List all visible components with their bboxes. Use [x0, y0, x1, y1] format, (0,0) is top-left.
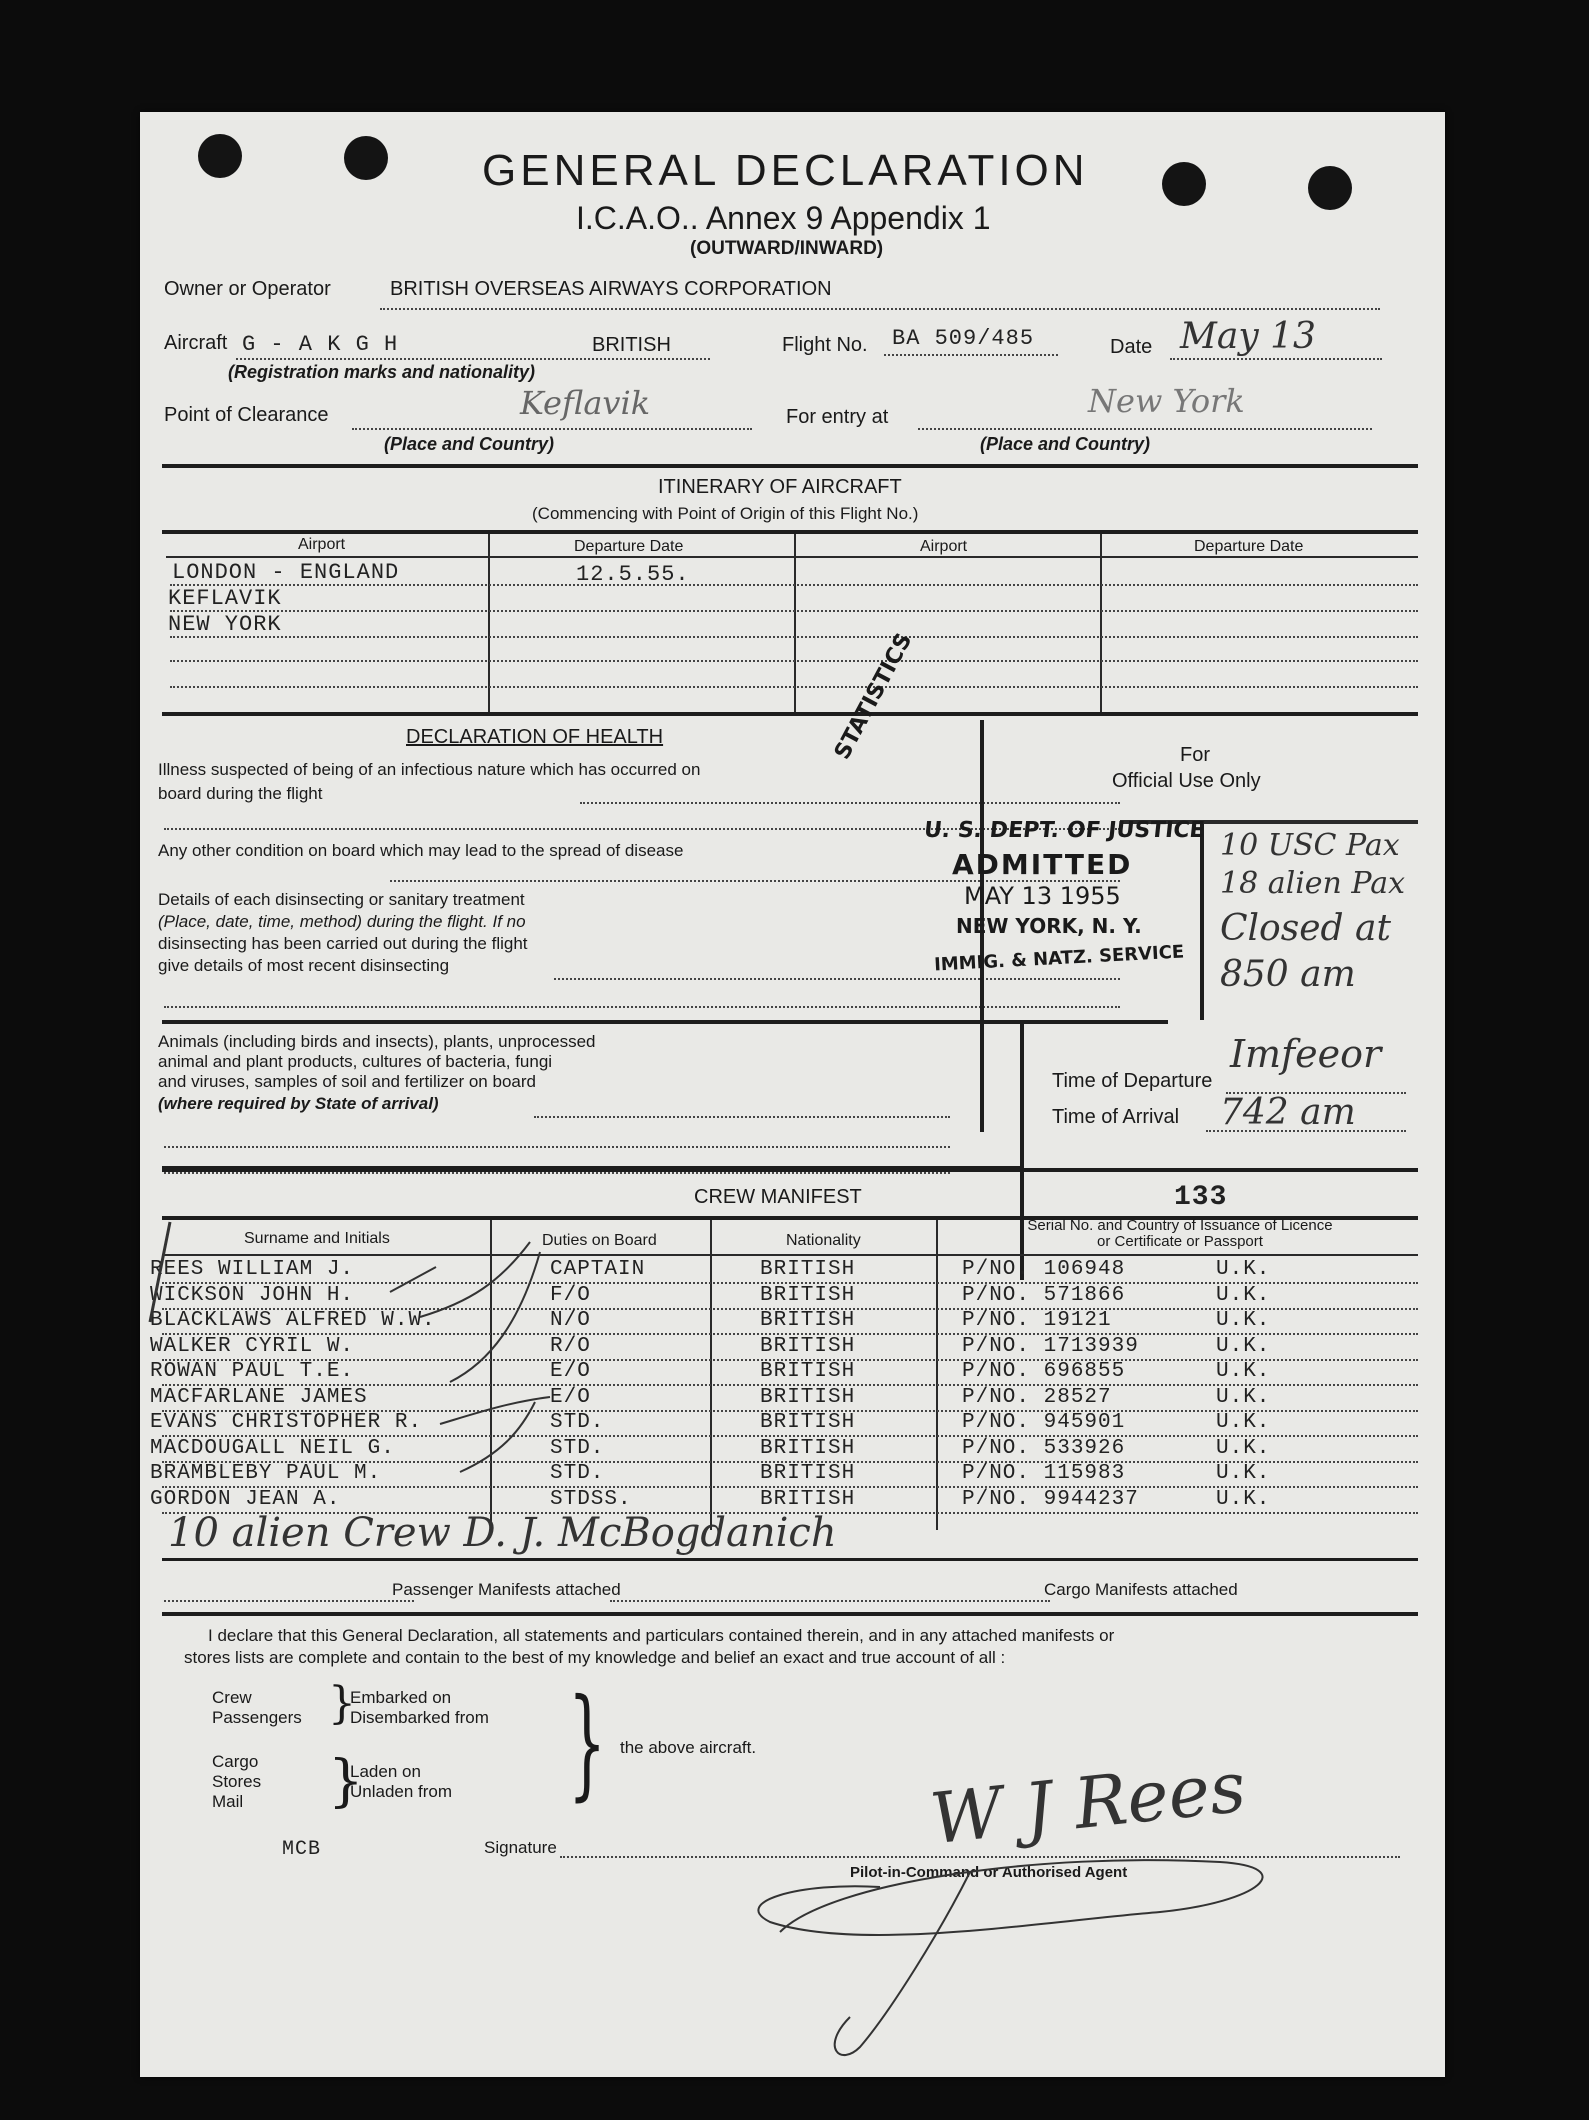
health-line — [554, 978, 1120, 980]
statistics-stamp: STATISTICS — [830, 629, 918, 764]
crew-duty: E/O — [550, 1360, 591, 1383]
crew-nat: BRITISH — [760, 1309, 856, 1332]
crew-serial: P/NO. 9944237 — [962, 1487, 1139, 1511]
form-direction: (OUTWARD/INWARD) — [690, 238, 884, 259]
admitted-stamp-line3: MAY 13 1955 — [964, 882, 1121, 910]
cargo-label: Cargo — [212, 1752, 259, 1771]
declaration-text-2: stores lists are complete and contain to the best of my knowledge and belief an exact and true account of all : — [184, 1648, 1006, 1667]
unladen-label: Unladen from — [350, 1782, 453, 1801]
health-line — [580, 802, 1120, 804]
passenger-manifests: Passenger Manifests attached — [392, 1580, 621, 1599]
crew-serial: P/NO. 28527 — [962, 1385, 1112, 1409]
aircraft-label: Aircraft — [164, 332, 228, 354]
entry-label: For entry at — [786, 406, 889, 428]
clearance-label: Point of Clearance — [164, 404, 329, 426]
crew-serial: P/NO. 696855 — [962, 1360, 1126, 1383]
animals-c: and viruses, samples of soil and fertilizer on board — [158, 1072, 536, 1091]
crew-nat: BRITISH — [760, 1462, 856, 1485]
health-q2 — [158, 840, 698, 862]
check-marks-icon — [140, 1192, 740, 1532]
admitted-stamp-line5: IMMIG. & NATZ. SERVICE — [933, 941, 1185, 976]
admitted-stamp-line1: U. S. DEPT. OF JUSTICE — [922, 818, 1206, 843]
declaration-text-1: I declare that this General Declaration, all statements and particulars contained therein, and in any attached manifests or — [208, 1626, 1115, 1645]
crew-duty: R/O — [550, 1334, 591, 1358]
crew-country: U.K. — [1216, 1360, 1271, 1383]
signature-value: W J Rees — [926, 1745, 1250, 1861]
flight-label: Flight No. — [782, 334, 868, 356]
above-aircraft: the above aircraft. — [620, 1738, 757, 1757]
crew-header-serial — [1020, 1218, 1340, 1250]
crew-country: U.K. — [1216, 1258, 1271, 1281]
health-q3b: (Place, date, time, method) during the flight. If no — [158, 912, 526, 931]
signature-flourish-icon — [740, 1812, 1380, 2072]
crew-duty: N/O — [550, 1309, 591, 1332]
crew-duty: CAPTAIN — [550, 1258, 646, 1281]
itinerary-row-line — [170, 686, 1418, 688]
crew-top-divider — [162, 1166, 1020, 1168]
mail-label: Mail — [212, 1792, 244, 1811]
disembarked-label: Disembarked from — [350, 1708, 489, 1727]
laden-label: Laden on — [350, 1762, 421, 1781]
flight-number: BA 509/485 — [892, 326, 1035, 351]
admitted-stamp-line4: NEW YORK, N. Y. — [956, 914, 1142, 938]
health-q1 — [158, 758, 718, 806]
declaration-form — [140, 112, 1445, 2077]
itinerary-airport: LONDON - ENGLAND — [172, 560, 400, 585]
date-value: May 13 — [1180, 316, 1316, 357]
crew-country: U.K. — [1216, 1283, 1271, 1307]
flight-line — [884, 354, 1058, 356]
crew-label: Crew — [212, 1688, 252, 1707]
declaration-divider — [162, 1612, 1418, 1616]
crew-nat: BRITISH — [760, 1411, 856, 1434]
crew-nat: BRITISH — [760, 1360, 856, 1383]
itinerary-airport: KEFLAVIK — [168, 586, 282, 611]
aircraft-note: (Registration marks and nationality) — [228, 362, 536, 382]
crew-name: BRAMBLEBY PAUL M. — [150, 1462, 382, 1485]
entry-line — [918, 428, 1372, 430]
departure-value: Imfeeor — [1230, 1032, 1382, 1076]
itinerary-header-date: Departure Date — [574, 538, 684, 555]
crew-serial: P/NO. 1713939 — [962, 1334, 1139, 1358]
aircraft-registration: G - A K G H — [242, 332, 399, 357]
punch-hole — [344, 136, 388, 180]
itinerary-date: 12.5.55. — [576, 562, 690, 587]
crew-header-serial-text: Serial No. and Country of Issuance of Licence or Certificate or Passport — [1027, 1217, 1333, 1250]
itinerary-subtitle: (Commencing with Point of Origin of this Flight No.) — [532, 504, 919, 523]
big-brace-icon: } — [568, 1674, 607, 1813]
itinerary-header-line — [166, 556, 1418, 558]
official-note-1: 10 USC Pax — [1220, 828, 1400, 863]
crew-duty: STD. — [550, 1462, 605, 1485]
aircraft-nationality: BRITISH — [592, 334, 671, 356]
entry-value: New York — [1088, 382, 1245, 420]
crew-country: U.K. — [1216, 1334, 1271, 1358]
operator-value: BRITISH OVERSEAS AIRWAYS CORPORATION — [390, 278, 832, 300]
itinerary-top — [162, 530, 1418, 534]
crew-nat: BRITISH — [760, 1258, 856, 1281]
health-line — [164, 1006, 1120, 1008]
brace-icon: } — [328, 1749, 364, 1814]
crew-duty: F/O — [550, 1283, 591, 1307]
crew-title: CREW MANIFEST — [694, 1186, 862, 1208]
official-note-4: 850 am — [1220, 954, 1356, 995]
crew-serial: P/NO. 533926 — [962, 1436, 1126, 1460]
entry-note: (Place and Country) — [980, 434, 1151, 454]
crew-serial: P/NO. 945901 — [962, 1411, 1126, 1434]
signature-label: Signature — [484, 1838, 557, 1857]
crew-handwritten-total: 10 alien Crew D. J. McBogdanich — [168, 1510, 837, 1556]
crew-name: MACFARLANE JAMES — [150, 1385, 368, 1409]
date-line — [1170, 358, 1382, 360]
clearance-note: (Place and Country) — [384, 434, 555, 454]
crew-serial: P/NO. 19121 — [962, 1309, 1112, 1332]
crew-nat: BRITISH — [760, 1436, 856, 1460]
animals-line — [164, 1172, 950, 1174]
crew-name: WICKSON JOHN H. — [150, 1283, 355, 1307]
crew-name: REES WILLIAM J. — [150, 1258, 355, 1281]
embarked-label: Embarked on — [350, 1688, 452, 1707]
crew-name: GORDON JEAN A. — [150, 1487, 341, 1511]
crew-bottom — [162, 1558, 1418, 1561]
itinerary-row-line — [170, 636, 1418, 638]
crew-country: U.K. — [1216, 1487, 1271, 1511]
crew-nat: BRITISH — [760, 1385, 856, 1409]
date-label: Date — [1110, 336, 1153, 358]
punch-hole — [1162, 162, 1206, 206]
crew-header-name: Surname and Initials — [244, 1230, 390, 1247]
crew-top-divider — [162, 1168, 1418, 1172]
itinerary-title: ITINERARY OF AIRCRAFT — [658, 476, 902, 498]
admitted-stamp-line2: ADMITTED — [952, 848, 1133, 881]
animals-line — [164, 1146, 950, 1148]
passengers-label: Passengers — [212, 1708, 302, 1727]
initials: MCB — [282, 1838, 322, 1861]
animals-b: animal and plant products, cultures of bacteria, fungi — [158, 1052, 553, 1071]
crew-country: U.K. — [1216, 1385, 1271, 1409]
crew-country: U.K. — [1216, 1436, 1271, 1460]
itinerary-row-line — [170, 584, 1418, 586]
passenger-line — [164, 1600, 414, 1602]
health-q2-text: Any other condition on board which may lead to the spread of disease — [158, 841, 684, 860]
health-q1-text: Illness suspected of being of an infectious nature which has occurred on board during the flight — [158, 760, 701, 803]
health-title: DECLARATION OF HEALTH — [406, 726, 664, 748]
crew-name: EVANS CHRISTOPHER R. — [150, 1411, 423, 1434]
arrival-label: Time of Arrival — [1052, 1106, 1180, 1128]
itinerary-bottom — [162, 712, 1418, 716]
crew-header-duty: Duties on Board — [542, 1232, 657, 1249]
crew-number: 133 — [1174, 1182, 1228, 1213]
official-divider — [1200, 822, 1204, 1020]
health-q3d: give details of most recent disinsecting — [158, 956, 450, 975]
form-title: GENERAL DECLARATION — [482, 146, 1089, 195]
itinerary-row-line — [170, 660, 1418, 662]
cargo-manifests: Cargo Manifests attached — [1044, 1580, 1238, 1599]
arrival-line — [1206, 1130, 1406, 1132]
punch-hole — [1308, 166, 1352, 210]
crew-col — [936, 1220, 938, 1530]
crew-duty: STDSS. — [550, 1487, 632, 1511]
crew-name: WALKER CYRIL W. — [150, 1334, 355, 1358]
operator-line — [380, 308, 1380, 310]
crew-country: U.K. — [1216, 1411, 1271, 1434]
crew-nat: BRITISH — [760, 1487, 856, 1511]
form-subtitle: I.C.A.O.. Annex 9 Appendix 1 — [576, 200, 991, 236]
crew-name: BLACKLAWS ALFRED W.W. — [150, 1309, 436, 1332]
official-label-1: For — [1180, 744, 1210, 766]
departure-label: Time of Departure — [1052, 1070, 1213, 1092]
cargo-line — [610, 1600, 1050, 1602]
crew-duty: E/O — [550, 1385, 591, 1409]
crew-duty: STD. — [550, 1411, 605, 1434]
official-note-2: 18 alien Pax — [1220, 866, 1406, 901]
clearance-line — [352, 428, 752, 430]
arrival-value: 742 am — [1220, 1092, 1356, 1133]
crew-name: ROWAN PAUL T.E. — [150, 1360, 355, 1383]
itinerary-airport: NEW YORK — [168, 612, 282, 637]
aircraft-line — [236, 358, 710, 360]
crew-nat: BRITISH — [760, 1334, 856, 1358]
crew-serial: P/NO. 571866 — [962, 1283, 1126, 1307]
itinerary-row-line — [170, 610, 1418, 612]
animals-d: (where required by State of arrival) — [158, 1094, 439, 1113]
brace-icon: } — [328, 1678, 356, 1729]
animals-a: Animals (including birds and insects), plants, unprocessed — [158, 1032, 596, 1051]
itinerary-header-airport: Airport — [298, 536, 346, 553]
animals-line — [534, 1116, 950, 1118]
punch-hole — [198, 134, 242, 178]
crew-serial: P/NO. 115983 — [962, 1462, 1126, 1485]
crew-header-nationality: Nationality — [786, 1232, 861, 1249]
official-label-2: Official Use Only — [1112, 770, 1261, 792]
crew-name: MACDOUGALL NEIL G. — [150, 1436, 395, 1460]
itinerary-header-airport: Airport — [920, 538, 968, 555]
clearance-value: Keflavik — [520, 384, 651, 422]
itinerary-header-date: Departure Date — [1194, 538, 1304, 555]
signer-role: Pilot-in-Command or Authorised Agent — [850, 1864, 1128, 1881]
stores-label: Stores — [212, 1772, 262, 1791]
official-note-3: Closed at — [1220, 908, 1391, 949]
section-divider — [162, 464, 1418, 468]
crew-country: U.K. — [1216, 1462, 1271, 1485]
health-q3c: disinsecting has been carried out during the flight — [158, 934, 528, 953]
health-q3a: Details of each disinsecting or sanitary treatment — [158, 890, 525, 909]
crew-duty: STD. — [550, 1436, 605, 1460]
crew-country: U.K. — [1216, 1309, 1271, 1332]
crew-nat: BRITISH — [760, 1283, 856, 1307]
crew-serial: P/NO. 106948 — [962, 1258, 1126, 1281]
health-divider — [162, 1020, 1168, 1024]
operator-label: Owner or Operator — [164, 278, 331, 300]
